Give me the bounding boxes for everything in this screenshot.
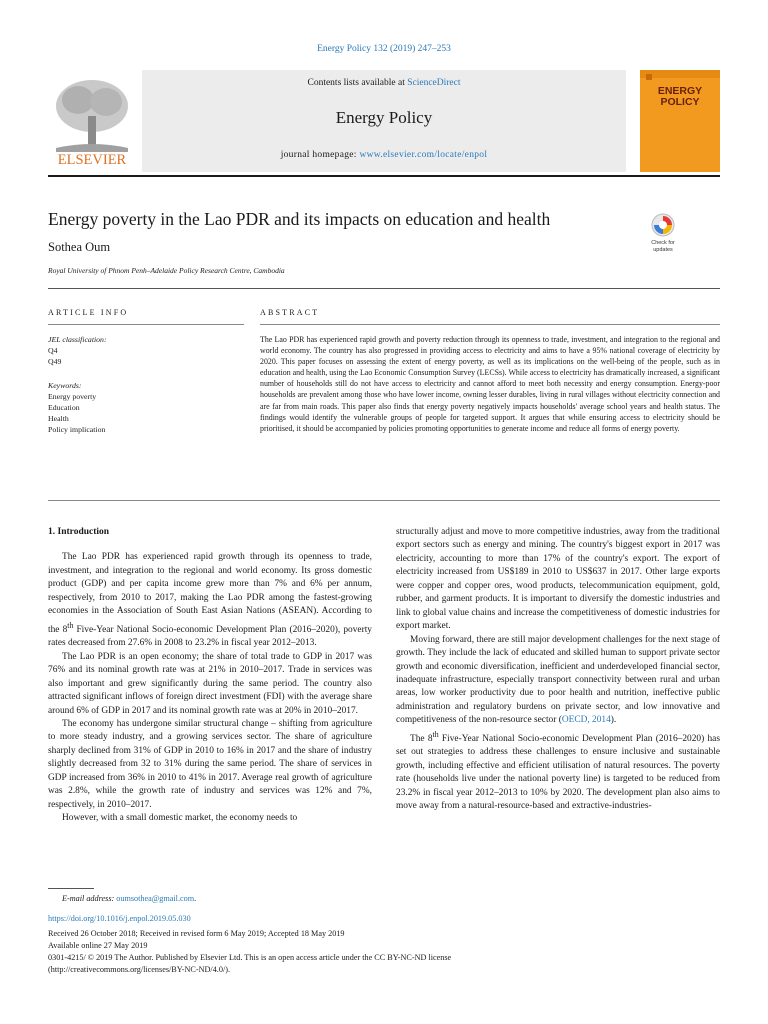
jel-code: Q49 xyxy=(48,357,62,366)
article-title: Energy poverty in the Lao PDR and its impacts on education and health xyxy=(48,209,551,229)
badge-text-line2: updates xyxy=(653,247,673,253)
homepage-line: journal homepage: www.elsevier.com/locate/enpol xyxy=(280,150,488,160)
body-paragraph: However, with a small domestic market, the economy needs to xyxy=(62,813,298,824)
body-paragraph: The 8th Five-Year National Socio-economic Development Plan (2016–2020) has set out strategies to address these challenges to ensure inclusive and sustainable growth, including effective and efficient utilisation of natural resources. The poverty rate (households live under the national poverty line) is targeted to be reduced from 23.2% in fiscal year 2012–2013 to 10% by 2020. The development plan also aims to move away from a natural-resource-based and extractive-industries- xyxy=(396,729,720,812)
badge-text-line1: Check for xyxy=(651,240,675,246)
sciencedirect-link[interactable]: ScienceDirect xyxy=(407,78,461,88)
abstract-heading: ABSTRACT xyxy=(260,308,320,317)
journal-reference[interactable]: Energy Policy 132 (2019) 247–253 xyxy=(317,44,451,54)
body-column-right xyxy=(396,526,720,814)
body-paragraph: structurally adjust and move to more competitive industries, away from the traditional export sectors such as energy and mining. The country's biggest export in 2017 was electricity, accounting to more than 17% of the country's export. The export of electricity increased from US$189 in 2010 to US$637 in 2017. Other large exports were copper and copper ores, wood products, telecommunication equipment, gold, rubber, and garment products. It is important to diversify the domestic industries and link to global value chains and increase the competitiveness of domestic industries for export market. xyxy=(396,527,720,632)
email-link[interactable]: oumsothea@gmail.com xyxy=(116,894,195,903)
body-column-left xyxy=(48,526,372,826)
license-url: (http://creativecommons.org/licenses/BY-NC-ND/4.0/). xyxy=(48,965,230,974)
publication-info xyxy=(48,928,720,976)
author-affiliation: Royal University of Phnom Penh–Adelaide Policy Research Centre, Cambodia xyxy=(48,266,285,275)
cover-title-line1: ENERGY xyxy=(657,85,703,97)
abstract-bottom-rule xyxy=(48,500,720,501)
publisher-name: ELSEVIER xyxy=(57,152,127,168)
jel-classification xyxy=(48,334,244,367)
article-info-heading: ARTICLE INFO xyxy=(48,308,129,317)
received-dates: Received 26 October 2018; Received in revised form 6 May 2019; Accepted 18 May 2019 xyxy=(48,929,345,938)
jel-label: JEL classification: xyxy=(48,335,107,344)
abstract-text: The Lao PDR has experienced rapid growth and poverty reduction through its openness to trade, investment, and integration to the regional and world economy. The country has also progressed in providing access to electricity and aims to have a 95% national coverage of electricity by 2020. This paper focuses on assessing the extent of energy poverty, as well as its implications on the well-being of the people, such as in education and health, using the Lao Economic Consumption Survey (LECSs). While access to electricity has dramatically increased, a significant number of households still do not have access to electricity and cannot afford to meet both necessity and energy consumption. Energy-poor households are prevalent among those who have lower income, owning lesser durables, living in rural villages without electricity connection and are far from main roads. This paper also finds that energy poverty negatively impacts households' average school years and health status. The findings would identify the vulnerable groups of people for targeted support. It argues that while ensuring access to electricity should be prioritised, it should be accompanied by policies promoting opportunities to generate income and reduce all forms of energy poverty. xyxy=(260,335,720,433)
email-footnote: E-mail address: oumsothea@gmail.com. xyxy=(62,894,197,903)
cover-logo-icon xyxy=(646,74,652,80)
available-date: Available online 27 May 2019 xyxy=(48,941,148,950)
footnote-rule xyxy=(48,888,94,889)
keyword: Energy poverty xyxy=(48,392,97,401)
abstract-rule xyxy=(260,324,720,325)
journal-title: Energy Policy xyxy=(335,108,433,127)
jel-code: Q4 xyxy=(48,346,58,355)
keyword: Policy implication xyxy=(48,425,106,434)
keyword: Health xyxy=(48,414,69,423)
article-info-rule xyxy=(48,324,244,325)
license-text: 0301-4215/ © 2019 The Author. Published by Elsevier Ltd. This is an open access article under the CC BY-NC-ND license xyxy=(48,953,452,962)
section-heading: 1. Introduction xyxy=(48,527,110,537)
cover-title-line2: POLICY xyxy=(660,96,700,108)
citation-link[interactable]: OECD, 2014 xyxy=(561,715,611,726)
title-rule xyxy=(48,288,720,289)
header-rule xyxy=(48,175,720,177)
body-paragraph: The Lao PDR is an open economy; the share of total trade to GDP in 2017 was 76% and its nominal growth rate was at 21% in 2010–2017. Trade in services was also important and grew significantly during the same period. The country also attracted significant inflows of foreign direct investment (FDI) with the average share around 6% of GDP in 2017 and its nominal growth rate was at 20% in 2010–2017. xyxy=(48,651,372,716)
keywords-label: Keywords: xyxy=(48,381,82,390)
contents-line: Contents lists available at ScienceDirect xyxy=(307,78,461,88)
elsevier-tree-logo-icon xyxy=(48,72,136,170)
keyword: Education xyxy=(48,403,80,412)
keywords-list xyxy=(48,380,244,435)
journal-cover-thumbnail xyxy=(640,70,720,172)
body-paragraph: Moving forward, there are still major development challenges for the next stage of growth. They include the lack of educated and skilled human to support private sector growth and economic diversification, inefficient and underdeveloped financial sector, inadequate infrastructure, especially transport connectivity between rural and urban areas, low worker productivity due to poor health and nutrition, ineffective public administration and regulatory burdens on private sector, and low innovative and competitiveness of the non-resource sector (OECD, 2014). xyxy=(396,634,720,726)
doi-link[interactable]: https://doi.org/10.1016/j.enpol.2019.05.030 xyxy=(48,914,191,923)
body-paragraph: The Lao PDR has experienced rapid growth through its openness to trade, investment, and integration to the regional and world economy. Its gross domestic product (GDP) and per capita income grew more than 7% and 6% per annum, respectively, from 2010 to 2017, making the Lao PDR among the fastest-growing economies in the Association of South East Asian Nations (ASEAN). According to the 8th Five-Year National Socio-economic Development Plan (2016–2020), poverty rates decreased from 27.6% in 2008 to 23.2% in fiscal year 2012–2013. xyxy=(48,552,372,649)
check-for-updates-badge[interactable] xyxy=(648,212,678,256)
homepage-link[interactable]: www.elsevier.com/locate/enpol xyxy=(359,150,488,160)
author-name: Sothea Oum xyxy=(48,240,111,254)
body-paragraph: The economy has undergone similar structural change – shifting from agriculture to more steady industry, and a growing services sector. The share of agriculture sharply declined from 31% of GDP in 2010 to 16% in 2017 and the share of industry slightly decreased from 32 to 31% during the same period. The share of services in GDP increased from 36% in 2010 to 41% in 2017. Average real growth of agriculture was 2.8%, while the growth rate of industry and services was 12% and 7%, respectively, in 2010–2017. xyxy=(48,719,372,810)
